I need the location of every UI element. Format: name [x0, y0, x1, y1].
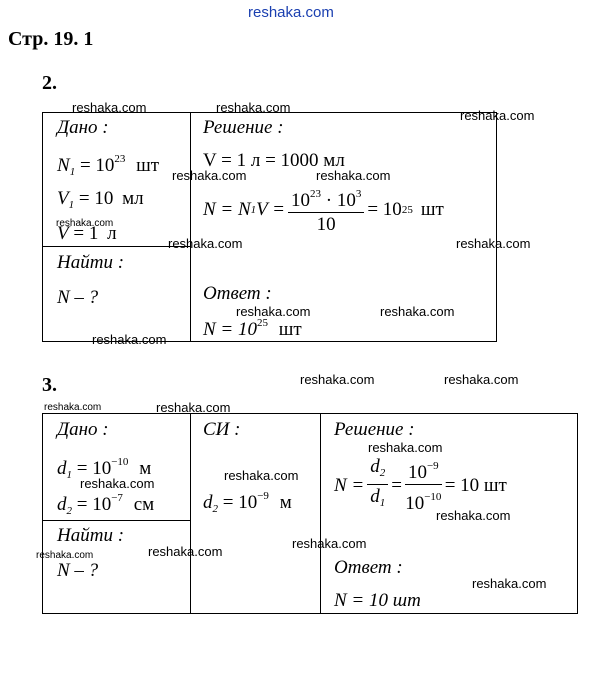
problem-2-solution-label: Решение : — [203, 117, 284, 138]
watermark: reshaka.com — [368, 440, 443, 455]
problem-3-find: N – ? — [57, 560, 99, 581]
watermark: reshaka.com — [92, 332, 167, 347]
watermark: reshaka.com — [236, 304, 311, 319]
problem-3-divider-horizontal — [42, 520, 190, 521]
watermark: reshaka.com — [436, 508, 511, 523]
watermark: reshaka.com — [172, 168, 247, 183]
problem-2-find: N – ? — [57, 287, 99, 308]
problem-3-number: 3. — [42, 374, 57, 396]
problem-2-number: 2. — [42, 72, 57, 94]
watermark: reshaka.com — [72, 100, 147, 115]
watermark: reshaka.com — [156, 400, 231, 415]
watermark: reshaka.com — [460, 108, 535, 123]
problem-2-step-1: V = 1 л = 1000 мл — [203, 150, 345, 171]
problem-3-si-label: СИ : — [203, 419, 241, 440]
watermark: reshaka.com — [472, 576, 547, 591]
watermark: reshaka.com — [316, 168, 391, 183]
problem-3-divider-vertical-1 — [190, 413, 191, 614]
watermark: reshaka.com — [292, 536, 367, 551]
watermark: reshaka.com — [148, 544, 223, 559]
page-heading: Стр. 19. 1 — [8, 28, 94, 50]
problem-3-fraction-values: $\frac{10^{-9}}{10^{-10}}$ — [405, 456, 442, 515]
problem-3-answer: N = 10 шт — [334, 590, 421, 611]
problem-3-given-d1: $d_1 = 10^{-10}$ м — [57, 456, 152, 481]
problem-2-answer-label: Ответ : — [203, 283, 272, 304]
watermark: reshaka.com — [444, 372, 519, 387]
problem-3-divider-vertical-2 — [320, 413, 321, 614]
watermark: reshaka.com — [36, 550, 94, 561]
problem-2-given-n1: $N_1 = 10^{23}$ шт — [57, 153, 160, 178]
problem-3-find-label: Найти : — [57, 525, 125, 546]
problem-3-formula: N = $\frac{d_2}{d_1}$ = $\frac{10^{-9}}{10^{-10}}$ = 10 шт — [334, 456, 507, 514]
watermark: reshaka.com — [456, 236, 531, 251]
watermark: reshaka.com — [380, 304, 455, 319]
watermark: reshaka.com — [80, 476, 155, 491]
problem-2-find-label: Найти : — [57, 252, 125, 273]
problem-3-si-d2: $d_2 = 10^{-9}$ м — [203, 490, 292, 515]
problem-2-given-label: Дано : — [57, 117, 109, 138]
watermark: reshaka.com — [300, 372, 375, 387]
watermark: reshaka.com — [224, 468, 299, 483]
problem-2-fraction: $\frac{10^{23} \cdot 10^3}{10}$ — [288, 184, 364, 236]
problem-3-fraction-d: $\frac{d_2}{d_1}$ — [367, 457, 388, 514]
problem-2-divider-vertical — [190, 112, 191, 342]
problem-2-answer: $N = 10^{25}$ шт — [203, 317, 302, 340]
problem-3-given-label: Дано : — [57, 419, 109, 440]
watermark: reshaka.com — [168, 236, 243, 251]
problem-3-answer-label: Ответ : — [334, 557, 403, 578]
problem-3-given-d2: $d_2 = 10^{-7}$ см — [57, 492, 155, 517]
problem-2-given-v: V = 1 л — [57, 223, 117, 244]
watermark: reshaka.com — [216, 100, 291, 115]
problem-3-solution-label: Решение : — [334, 419, 415, 440]
problem-2-step-2: N = N 1 V = $\frac{10^{23} \cdot 10^3}{10}$ = 10 25 шт — [203, 184, 444, 236]
problem-2-given-v1: $V_1 = 10$ мл — [57, 188, 144, 211]
watermark: reshaka.com — [56, 218, 114, 229]
watermark: reshaka.com — [44, 402, 102, 413]
site-link[interactable]: reshaka.com — [248, 4, 334, 21]
